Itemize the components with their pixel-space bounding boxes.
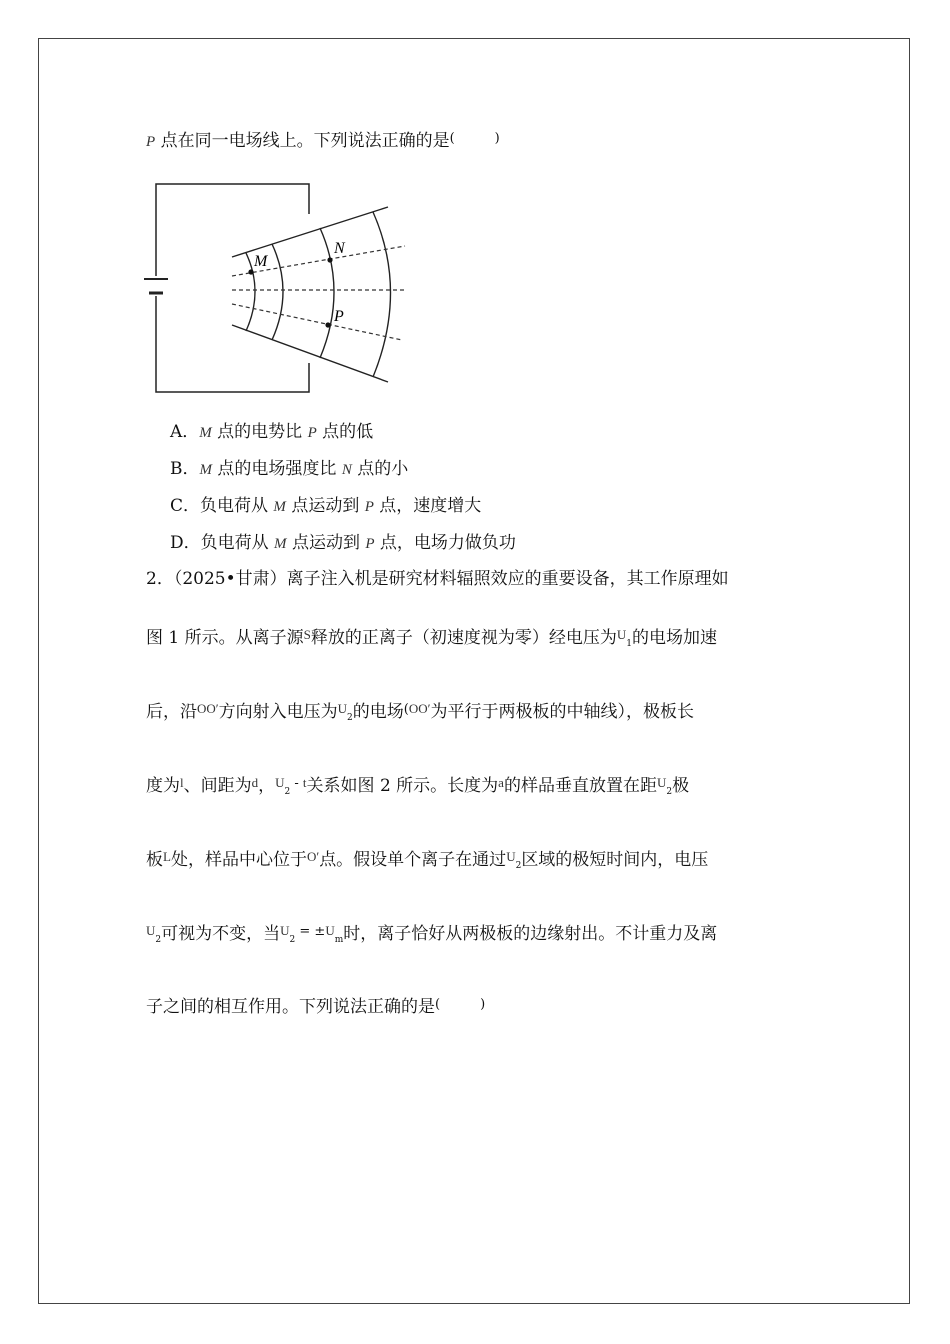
battery-icon xyxy=(144,279,168,293)
paren-open: ( xyxy=(449,131,455,146)
option-b[interactable]: B．M 点的电场强度比 N 点的小 xyxy=(170,459,409,479)
q2-line-5: 板$^L$处，样品中心位于$^{O'}$点。假设单个离子在通过$^U_2$区域的极短时间内，电压 xyxy=(146,849,709,871)
point-n xyxy=(327,257,332,262)
intro-text: 点在同一电场线上。下列说法正确的是 xyxy=(155,131,450,151)
circuit-wire xyxy=(156,184,309,392)
paren-close: ) xyxy=(494,131,500,146)
q2-line-7: 子之间的相互作用。下列说法正确的是( ) xyxy=(146,997,486,1017)
var-p: P xyxy=(146,134,156,150)
option-c[interactable]: C．负电荷从 M 点运动到 P 点，速度增大 xyxy=(170,496,482,516)
q2-line-1: 2．（2025•甘肃）离子注入机是研究材料辐照效应的重要设备，其工作原理如 xyxy=(146,569,729,589)
label-m: M xyxy=(254,253,268,270)
q2-line-4: 度为$^l$、间距为$^d$，$^U_2$ - $^t$关系如图 2 所示。长度为$^a$的样品垂直放置在距$^U_2$极 xyxy=(146,775,690,797)
field-region xyxy=(232,207,391,382)
intro-line xyxy=(146,128,500,153)
label-n: N xyxy=(334,240,345,257)
option-d[interactable]: D．负电荷从 M 点运动到 P 点，电场力做负功 xyxy=(170,533,516,553)
point-p xyxy=(325,322,330,327)
label-p: P xyxy=(334,308,344,325)
q2-line-3: 后，沿$^{OO'}$方向射入电压为$^U_2$的电场$^{(OO'}$为平行于两极板的中轴线），极板长 xyxy=(146,701,694,723)
q2-line-2: 图 1 所示。从离子源$^S$释放的正离子（初速度视为零）经电压为$^U_1$的电场加速 xyxy=(146,627,717,649)
q2-line-6: $^U_2$可视为不变，当$^U_2$ $^{= \pm U}_m$时，离子恰好从两极板的边缘射出。不计重力及离 xyxy=(146,923,718,945)
point-m xyxy=(248,269,253,274)
option-a[interactable]: A．M 点的电势比 P 点的低 xyxy=(170,422,374,442)
electric-field-figure xyxy=(140,176,420,398)
